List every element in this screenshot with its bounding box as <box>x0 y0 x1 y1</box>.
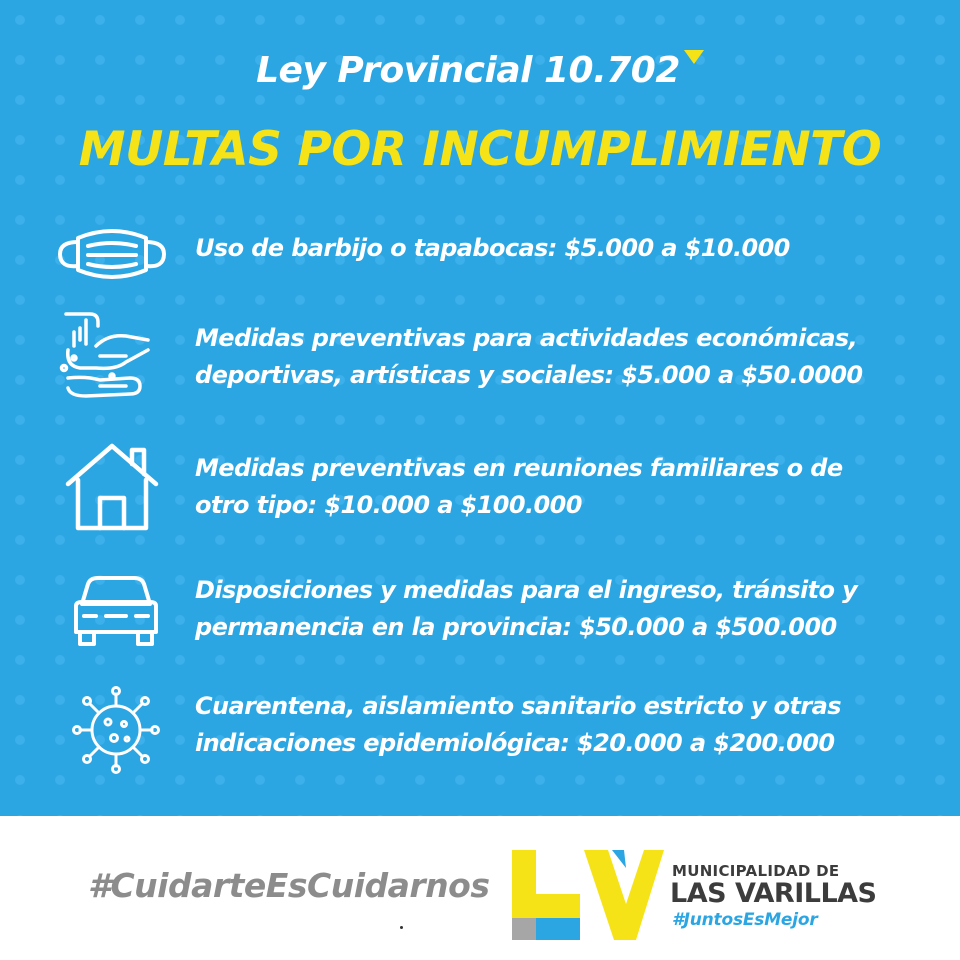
virus-icon <box>70 684 182 776</box>
triangle-marker-icon <box>684 50 704 64</box>
fine-text-line: Uso de barbijo o tapabocas: $5.000 a $10.000 <box>195 234 790 262</box>
fine-text-line: Disposiciones y medidas para el ingreso, tránsito y <box>195 576 858 604</box>
fine-text <box>195 572 857 646</box>
footer <box>0 816 960 960</box>
law-text: Ley Provincial 10.702 <box>256 50 680 91</box>
fine-text-line: deportivas, artísticas y sociales: $5.000 a $50.0000 <box>195 361 863 389</box>
fine-text <box>195 688 841 762</box>
org-name-line2: LAS VARILLAS <box>670 878 877 909</box>
campaign-hashtag: #CuidarteEsCuidarnos <box>88 866 490 905</box>
car-icon <box>68 574 180 650</box>
fine-text-line: Cuarentena, aislamiento sanitario estricto y otras <box>195 692 841 720</box>
fine-text-line: otro tipo: $10.000 a $100.000 <box>195 491 582 519</box>
house-icon <box>62 440 174 536</box>
fine-text <box>195 320 863 394</box>
stray-dot-decoration <box>400 926 403 929</box>
fine-text <box>195 230 790 267</box>
fine-text-line: indicaciones epidemiológica: $20.000 a $200.000 <box>195 729 835 757</box>
fine-text-line: Medidas preventivas para actividades económicas, <box>195 324 858 352</box>
fine-text <box>195 450 843 524</box>
hand-washing-icon <box>56 306 168 406</box>
page-title: MULTAS POR INCUMPLIMIENTO <box>78 122 882 177</box>
las-varillas-logo-icon <box>508 846 664 942</box>
fine-text-line: Medidas preventivas en reuniones familiares o de <box>195 454 843 482</box>
fine-text-line: permanencia en la provincia: $50.000 a $500.000 <box>195 613 837 641</box>
org-name-line1: MUNICIPALIDAD DE <box>672 862 840 880</box>
face-mask-icon <box>56 226 168 282</box>
org-hashtag: #JuntosEsMejor <box>672 910 818 930</box>
law-heading <box>0 50 960 91</box>
